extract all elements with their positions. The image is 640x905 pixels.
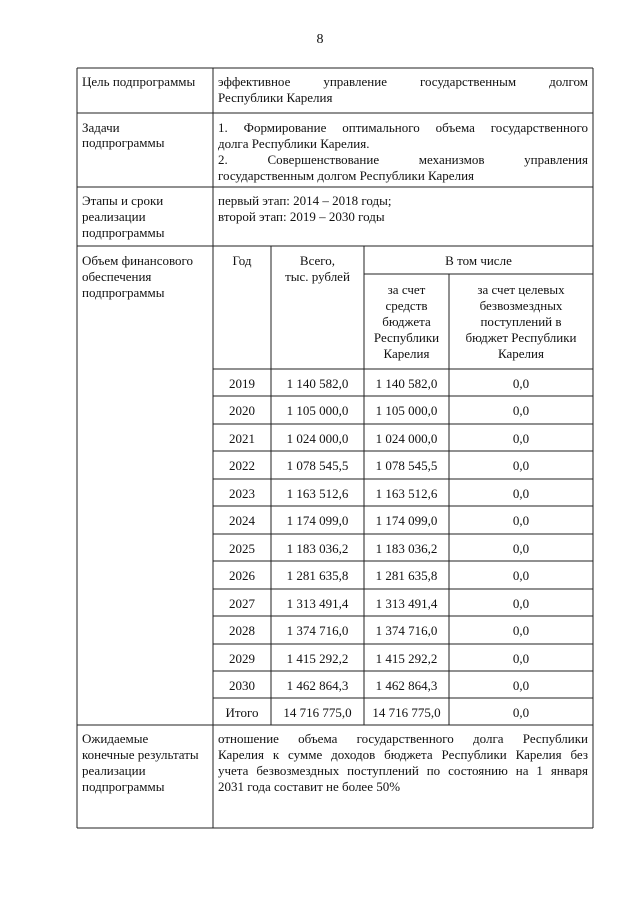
results-label-line4: подпрограммы <box>82 779 165 794</box>
row-targeted: 0,0 <box>512 596 530 611</box>
row-year: 2025 <box>229 541 255 556</box>
row-budget: 1 078 545,5 <box>375 458 438 473</box>
row-total: 1 281 635,8 <box>286 568 349 583</box>
row-total: 1 078 545,5 <box>286 458 349 473</box>
row-targeted: 0,0 <box>512 376 530 391</box>
tasks-label-line1: Задачи <box>82 120 120 135</box>
row-targeted: 0,0 <box>512 568 530 583</box>
row-budget: 1 374 716,0 <box>375 623 438 638</box>
header-budget-line2: средств <box>385 298 428 313</box>
financing-label-line1: Объем финансового <box>82 253 194 268</box>
header-budget-line5: Карелия <box>383 346 430 361</box>
row-year: 2021 <box>229 431 255 446</box>
stages-label-line1: Этапы и сроки <box>82 193 164 208</box>
stage-1: первый этап: 2014 – 2018 годы; <box>218 193 392 208</box>
row-budget: 1 281 635,8 <box>375 568 438 583</box>
row-total: 1 462 864,3 <box>286 678 349 693</box>
row-budget: 1 415 292,2 <box>375 651 438 666</box>
task-1-line2: долга Республики Карелия. <box>218 136 370 151</box>
financing-label-line3: подпрограммы <box>82 285 165 300</box>
results-label-line2: конечные результаты <box>82 747 199 762</box>
header-budget-line1: за счет <box>387 282 426 297</box>
row-targeted: 0,0 <box>512 486 530 501</box>
goal-label: Цель подпрограммы <box>82 74 196 89</box>
row-targeted: 0,0 <box>512 678 530 693</box>
header-total-line1: Всего, <box>299 253 336 268</box>
task-1-line1: 1. Формирование оптимального объема государственного <box>218 120 588 135</box>
row-budget: 1 140 582,0 <box>375 376 438 391</box>
tasks-label-line2: подпрограммы <box>82 135 165 150</box>
row-year: 2029 <box>229 651 255 666</box>
task-2-line2: государственным долгом Республики Карелия <box>218 168 475 183</box>
stage-2: второй этап: 2019 – 2030 годы <box>218 209 385 224</box>
total-row-total: 14 716 775,0 <box>283 705 352 720</box>
header-year: Год <box>232 253 252 268</box>
row-targeted: 0,0 <box>512 431 530 446</box>
row-budget: 1 163 512,6 <box>375 486 438 501</box>
header-targeted-line2: безвозмездных <box>479 298 563 313</box>
stages-label-line3: подпрограммы <box>82 225 165 240</box>
row-year: 2019 <box>229 376 255 391</box>
row-targeted: 0,0 <box>512 623 530 638</box>
row-total: 1 374 716,0 <box>286 623 349 638</box>
header-budget-line3: бюджета <box>382 314 431 329</box>
row-budget: 1 024 000,0 <box>375 431 438 446</box>
row-year: 2028 <box>229 623 255 638</box>
row-total: 1 140 582,0 <box>286 376 349 391</box>
goal-text-line1: эффективное управление государственным долгом <box>218 74 588 89</box>
header-targeted-line5: Карелия <box>498 346 544 361</box>
row-year: 2022 <box>229 458 255 473</box>
results-label-line3: реализации <box>82 763 146 778</box>
task-2-line1: 2. Совершенствование механизмов управления <box>218 152 588 167</box>
header-total-line2: тыс. рублей <box>285 269 350 284</box>
row-total: 1 024 000,0 <box>286 431 349 446</box>
row-total: 1 415 292,2 <box>286 651 349 666</box>
row-budget: 1 462 864,3 <box>375 678 438 693</box>
results-text-line1: отношение объема государственного долга Республики <box>218 731 588 746</box>
row-targeted: 0,0 <box>512 403 530 418</box>
row-budget: 1 183 036,2 <box>375 541 438 556</box>
page-number: 8 <box>316 32 324 47</box>
header-targeted-line4: бюджет Республики <box>465 330 577 345</box>
financing-label-line2: обеспечения <box>82 269 152 284</box>
row-budget: 1 105 000,0 <box>375 403 438 418</box>
row-year: 2026 <box>229 568 255 583</box>
row-year: 2027 <box>229 596 255 611</box>
results-label-line1: Ожидаемые <box>82 731 149 746</box>
row-targeted: 0,0 <box>512 458 530 473</box>
results-text-line2: Карелия к сумме доходов бюджета Республики Карелия без <box>218 747 588 762</box>
row-total: 1 105 000,0 <box>286 403 349 418</box>
row-total: 1 163 512,6 <box>286 486 349 501</box>
total-row-budget: 14 716 775,0 <box>372 705 441 720</box>
row-total: 1 174 099,0 <box>286 513 349 528</box>
row-targeted: 0,0 <box>512 541 530 556</box>
row-year: 2024 <box>229 513 255 528</box>
stages-label-line2: реализации <box>82 209 146 224</box>
row-year: 2020 <box>229 403 255 418</box>
header-targeted-line1: за счет целевых <box>477 282 565 297</box>
row-total: 1 313 491,4 <box>286 596 349 611</box>
row-total: 1 183 036,2 <box>286 541 349 556</box>
results-text-line3: учета безвозмездных поступлений по состоянию на 1 января <box>218 763 588 778</box>
row-budget: 1 174 099,0 <box>375 513 438 528</box>
header-targeted-line3: поступлений в <box>480 314 562 329</box>
header-budget-line4: Республики <box>373 330 440 345</box>
results-text-line4: 2031 года составит не более 50% <box>218 779 401 794</box>
row-budget: 1 313 491,4 <box>375 596 438 611</box>
header-including: В том числе <box>445 253 512 268</box>
total-row-targeted: 0,0 <box>512 705 530 720</box>
row-targeted: 0,0 <box>512 651 530 666</box>
row-targeted: 0,0 <box>512 513 530 528</box>
row-year: 2023 <box>229 486 255 501</box>
row-year: 2030 <box>229 678 255 693</box>
total-row-label: Итого <box>225 705 259 720</box>
goal-text-line2: Республики Карелия <box>218 90 333 105</box>
